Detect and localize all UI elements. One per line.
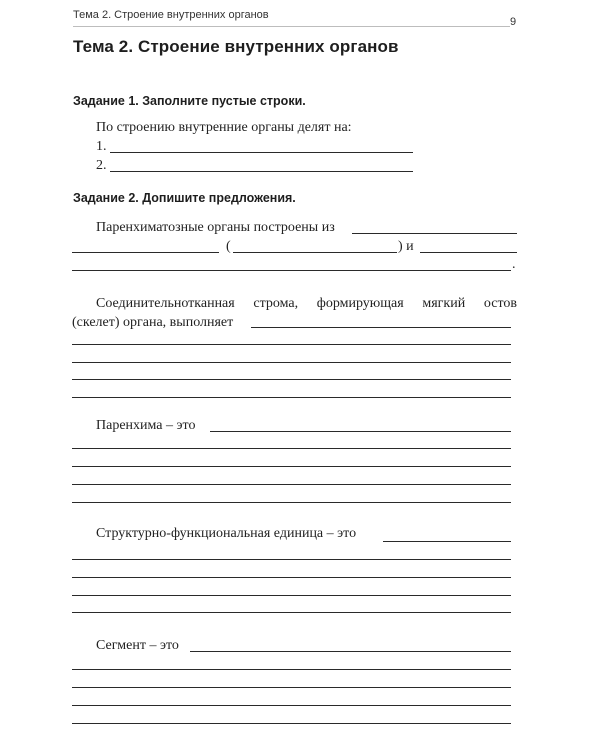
parenchymal-text: Паренхиматозные органы построены из xyxy=(96,220,335,235)
stroma-blank-5[interactable] xyxy=(72,397,511,398)
segment-blank-4[interactable] xyxy=(72,705,511,706)
unit-text: Структурно-функциональная единица – это xyxy=(96,526,357,541)
stroma-line-2: (скелет) органа, выполняет xyxy=(72,315,234,330)
task1-item2-label: 2. xyxy=(96,158,107,173)
task1-heading: Задание 1. Заполните пустые строки. xyxy=(73,94,306,108)
stroma-blank-3[interactable] xyxy=(72,362,511,363)
open-paren: ( xyxy=(226,239,231,254)
end-period: . xyxy=(512,257,516,272)
parenchyma-blank-2[interactable] xyxy=(72,448,511,449)
unit-blank-5[interactable] xyxy=(72,612,511,613)
unit-blank-4[interactable] xyxy=(72,595,511,596)
segment-blank-3[interactable] xyxy=(72,687,511,688)
stroma-blank-1[interactable] xyxy=(251,327,511,328)
running-header: Тема 2. Строение внутренних органов xyxy=(73,9,269,21)
stroma-line-1: Соединительнотканная строма, формирующая мягкий остов xyxy=(96,296,517,311)
close-paren-and: ) и xyxy=(398,239,414,254)
unit-blank-2[interactable] xyxy=(72,559,511,560)
task1-item1-blank[interactable] xyxy=(110,152,413,153)
header-rule xyxy=(73,26,510,27)
task1-item1-label: 1. xyxy=(96,139,107,154)
stroma-blank-2[interactable] xyxy=(72,344,511,345)
parenchymal-blank-2[interactable] xyxy=(72,252,219,253)
parenchyma-blank-1[interactable] xyxy=(210,431,511,432)
stroma-blank-4[interactable] xyxy=(72,379,511,380)
page-number: 9 xyxy=(510,16,517,28)
page-title: Тема 2. Строение внутренних органов xyxy=(73,37,399,56)
segment-blank-2[interactable] xyxy=(72,669,511,670)
task1-intro: По строению внутренние органы делят на: xyxy=(96,120,352,135)
segment-text: Сегмент – это xyxy=(96,638,179,653)
parenchyma-blank-5[interactable] xyxy=(72,502,511,503)
task1-item2-blank[interactable] xyxy=(110,171,413,172)
parenchymal-blank-1[interactable] xyxy=(352,233,517,234)
parenchymal-blank-5[interactable] xyxy=(72,270,511,271)
segment-blank-5[interactable] xyxy=(72,723,511,724)
parenchymal-blank-3[interactable] xyxy=(233,252,397,253)
unit-blank-3[interactable] xyxy=(72,577,511,578)
unit-blank-1[interactable] xyxy=(383,541,511,542)
segment-blank-1[interactable] xyxy=(190,651,511,652)
parenchyma-text: Паренхима – это xyxy=(96,418,196,433)
task2-heading: Задание 2. Допишите предложения. xyxy=(73,191,296,205)
parenchyma-blank-3[interactable] xyxy=(72,466,511,467)
parenchymal-blank-4[interactable] xyxy=(420,252,517,253)
parenchyma-blank-4[interactable] xyxy=(72,484,511,485)
